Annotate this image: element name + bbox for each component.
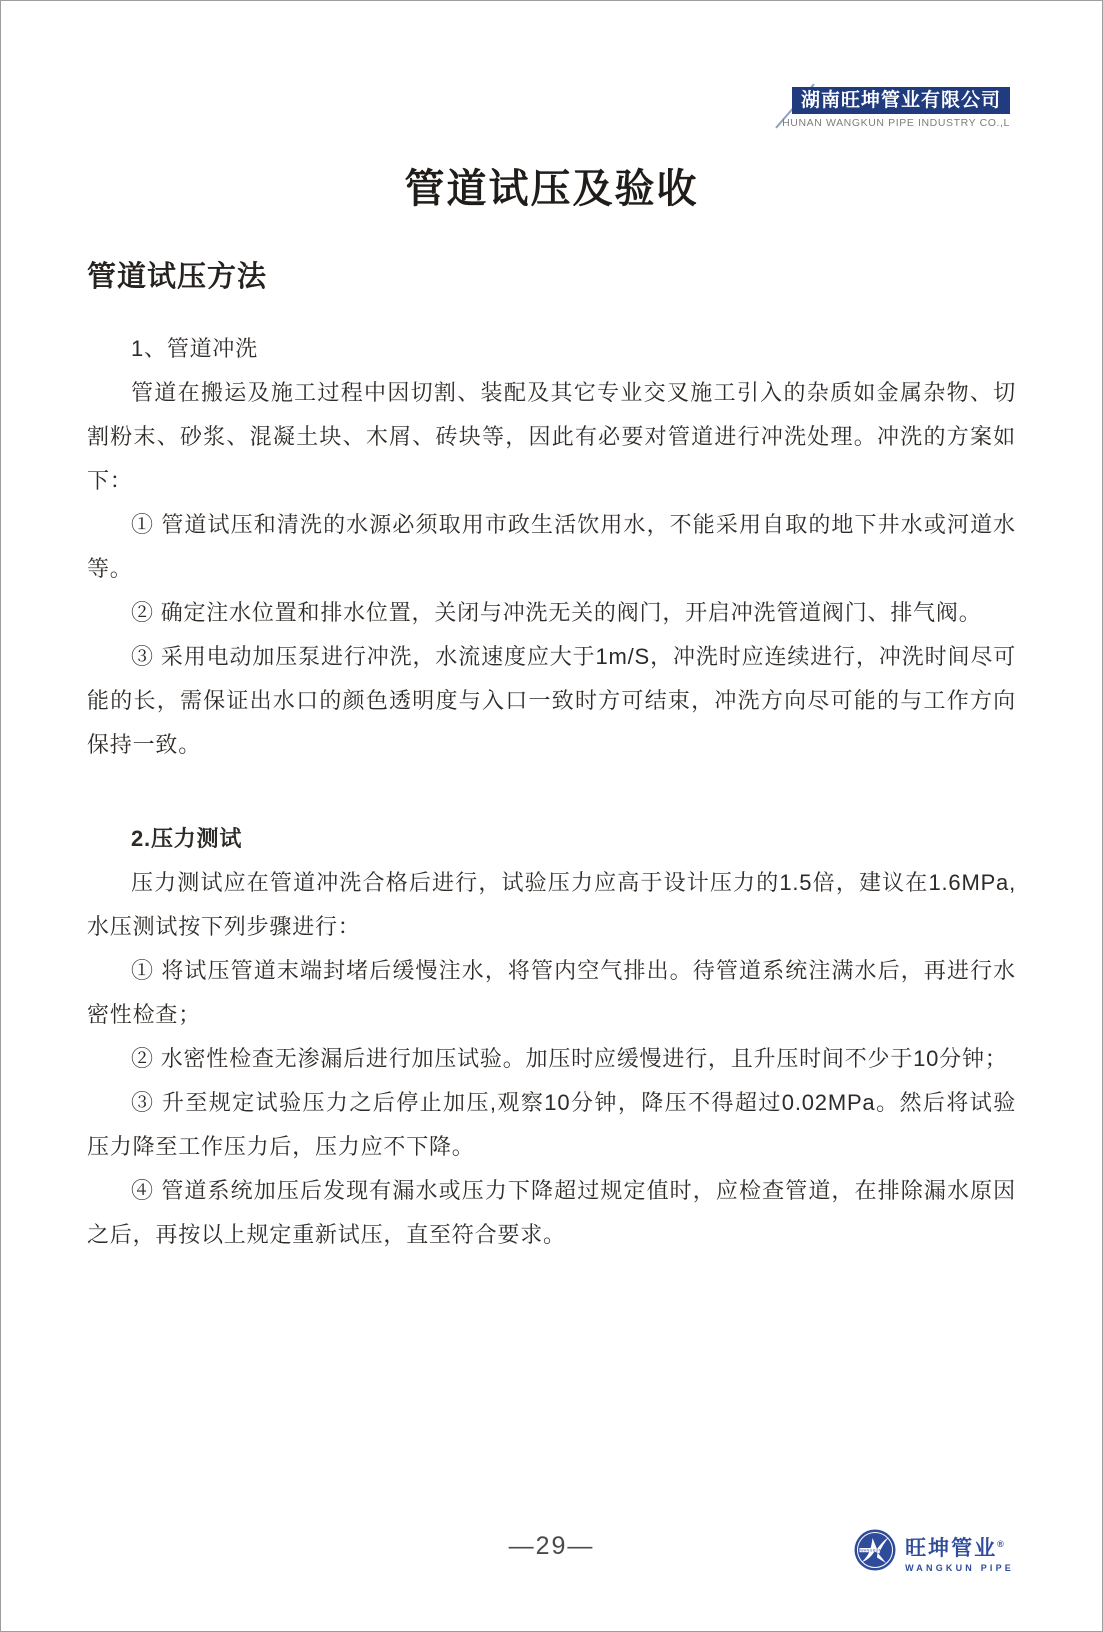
wangkun-logo-icon [853,1528,897,1577]
footer-logo [853,1528,1014,1577]
section-heading: 管道试压方法 [87,261,268,293]
company-header [782,87,1010,129]
paragraph: ② 确定注水位置和排水位置，关闭与冲洗无关的阀门，开启冲洗管道阀门、排气阀。 [131,600,982,625]
subsection-1-heading: 1、管道冲洗 [131,336,259,361]
paragraph: ③ 升至规定试验压力之后停止加压,观察10分钟，降压不得超过0.02MPa。然后将试验压力降至工作压力后，压力应不下降。 [87,1090,1016,1159]
paragraph: ② 水密性检查无渗漏后进行加压试验。加压时应缓慢进行，且升压时间不少于10分钟； [131,1046,1008,1071]
paragraph: ① 将试压管道末端封堵后缓慢注水，将管内空气排出。待管道系统注满水后，再进行水密性检查； [87,958,1016,1027]
paragraph: 管道在搬运及施工过程中因切割、装配及其它专业交叉施工引入的杂质如金属杂物、切割粉末、砂浆、混凝土块、木屑、砖块等，因此有必要对管道进行冲洗处理。冲洗的方案如下： [87,380,1016,493]
company-name-en: HUNAN WANGKUN PIPE INDUSTRY CO.,L [782,117,1010,129]
paragraph: 压力测试应在管道冲洗合格后进行，试验压力应高于设计压力的1.5倍，建议在1.6MPa,水压测试按下列步骤进行： [87,870,1016,939]
registered-mark: ® [997,1538,1006,1549]
paragraph: ③ 采用电动加压泵进行冲洗，水流速度应大于1m/S，冲洗时应连续进行，冲洗时间尽可能的长，需保证出水口的颜色透明度与入口一致时方可结束，冲洗方向尽可能的与工作方向保持一致。 [87,644,1016,757]
page-number: —29— [508,1532,595,1560]
footer-logo-zh: 旺坤管业® [905,1536,1006,1560]
page-title: 管道试压及验收 [404,167,699,211]
paragraph: ① 管道试压和清洗的水源必须取用市政生活饮用水，不能采用自取的地下井水或河道水等。 [87,512,1016,581]
company-banner: 湖南旺坤管业有限公司 [792,87,1010,114]
paragraph: ④ 管道系统加压后发现有漏水或压力下降超过规定值时，应检查管道，在排除漏水原因之后，再按以上规定重新试压，直至符合要求。 [87,1178,1016,1247]
section-2 [87,817,1016,1257]
subsection-2-heading: 2.压力测试 [131,826,243,851]
footer-logo-text [905,1533,1014,1573]
document-body [1,1,1102,1257]
svg-text:WANGKUN: WANGKUN [860,1548,882,1553]
footer-logo-en: WANGKUN PIPE [905,1562,1014,1573]
section-1 [87,327,1016,767]
